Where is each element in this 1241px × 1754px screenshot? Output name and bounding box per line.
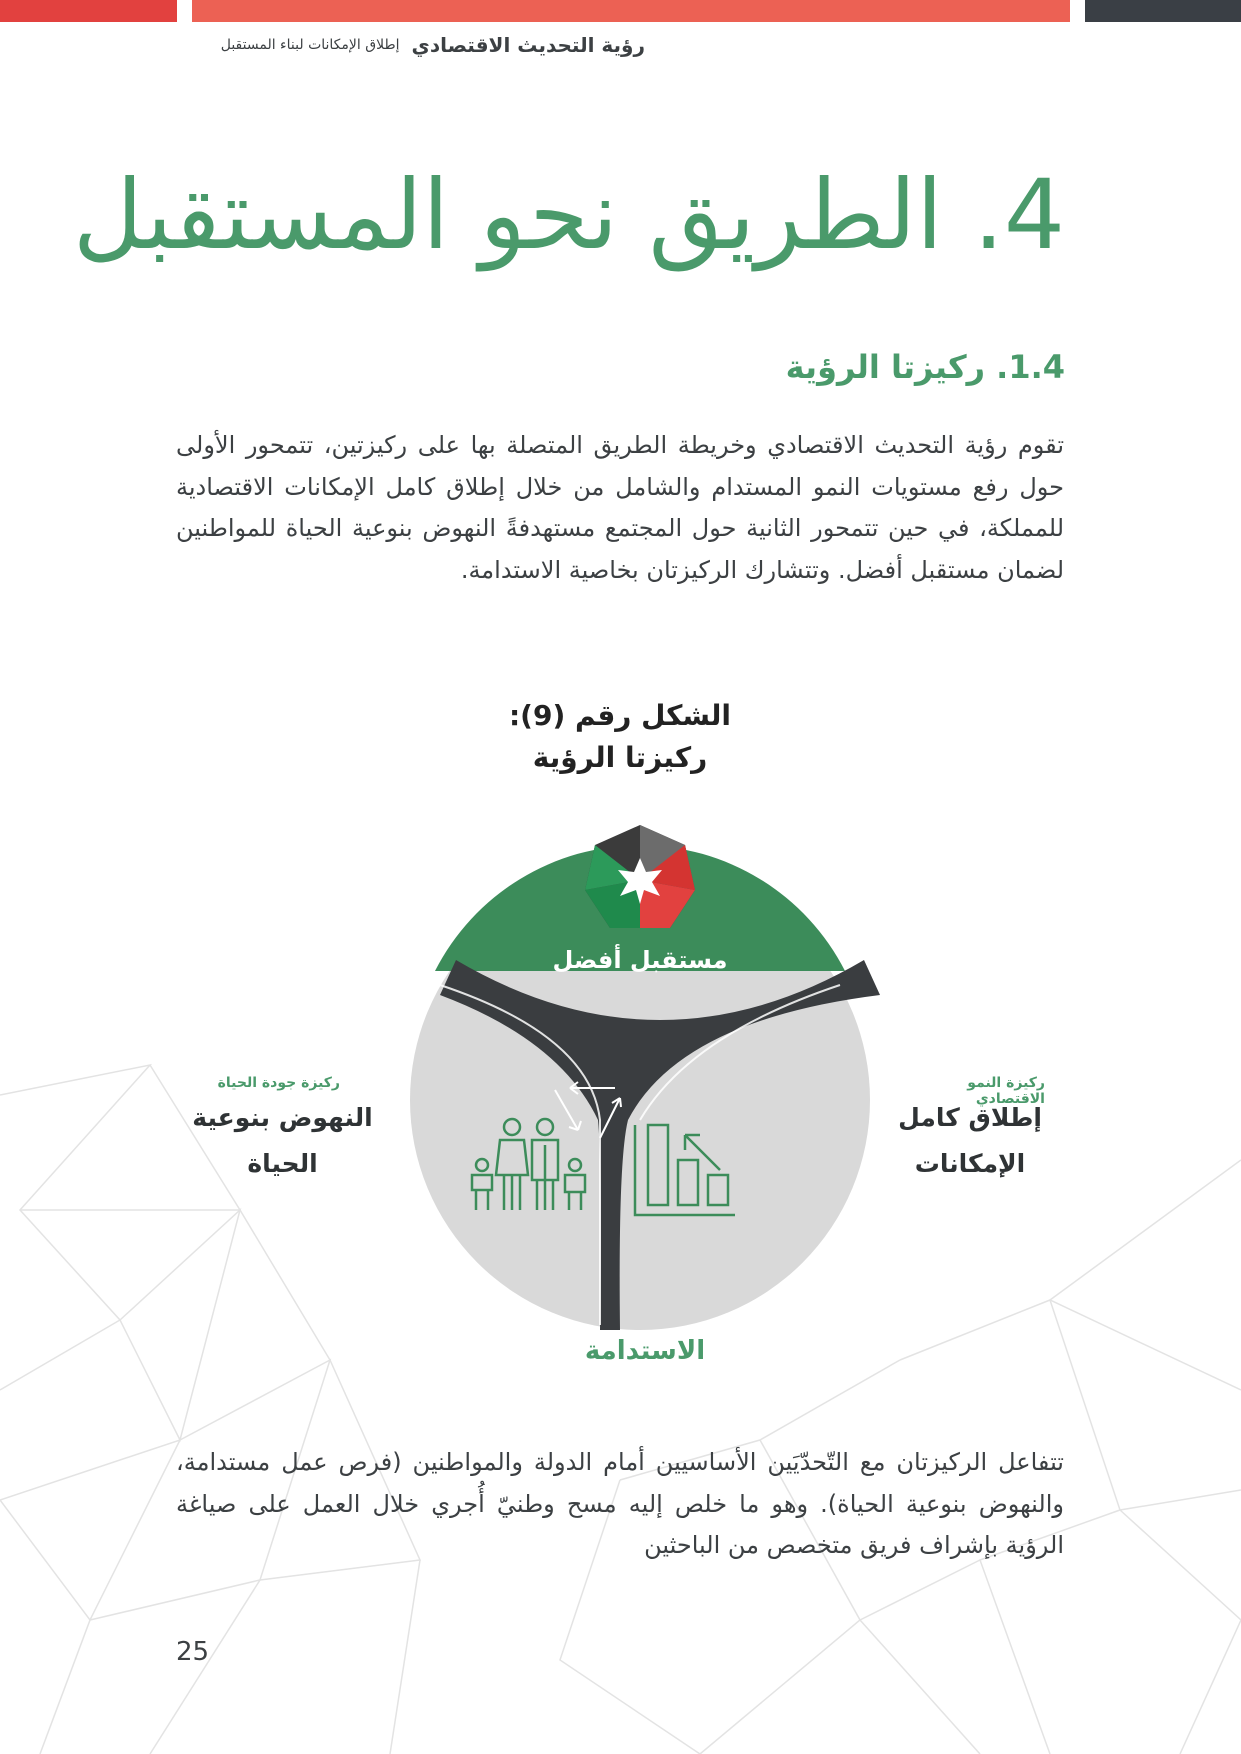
section-title: 1.4. ركيزتا الرؤية bbox=[785, 348, 1065, 386]
closing-paragraph: تتفاعل الركيزتان مع التّحدّيَين الأساسيين أمام الدولة والمواطنين (فرص عمل مستدامة، والنهوض بنوعية الحياة). وهو ما خلص إليه مسح وطنيّ أُجري خلال العمل على صياغة الرؤية بإشراف فريق متخصص من الباحثين bbox=[176, 1448, 1064, 1559]
header-bar-dark bbox=[1085, 0, 1241, 22]
figure-number: الشكل رقم (9): bbox=[508, 699, 732, 732]
pillars-diagram bbox=[400, 820, 880, 1340]
right-pillar-tag: ركيزة النمو الاقتصادي bbox=[967, 1075, 1045, 1107]
figure-title: ركيزتا الرؤية bbox=[532, 741, 708, 774]
intro-paragraph: تقوم رؤية التحديث الاقتصادي وخريطة الطريق المتصلة بها على ركيزتين، تتمحور الأولى حول رفع مستويات النمو المستدام والشامل من خلال إطلاق كامل الإمكانات الاقتصادية للمملكة، في حين تتمحور الثانية حول المجتمع مستهدفةً النهوض بنوعية الحياة للمواطنين لضمان مستقبل أفضل. وتتشارك الركيزتان بخاصية الاستدامة. bbox=[176, 431, 1064, 584]
jordan-star-emblem-icon bbox=[585, 825, 695, 928]
header-title: رؤية التحديث الاقتصادي bbox=[411, 33, 645, 57]
figure-caption bbox=[470, 695, 770, 779]
left-pillar-title: النهوض بنوعية الحياة bbox=[192, 1103, 373, 1178]
page-number: 25 bbox=[176, 1637, 210, 1667]
left-pillar-tag: ركيزة جودة الحياة bbox=[217, 1075, 340, 1091]
right-pillar-title: إطلاق كامل الإمكانات bbox=[898, 1103, 1042, 1178]
header-bar-salmon bbox=[192, 0, 1070, 22]
chapter-title: 4. الطريق نحو المستقبل bbox=[72, 159, 1065, 271]
header-bar-red bbox=[0, 0, 177, 22]
running-header bbox=[195, 30, 645, 60]
top-label: مستقبل أفضل bbox=[552, 946, 728, 974]
header-subtitle: إطلاق الإمكانات لبناء المستقبل bbox=[220, 37, 400, 53]
sustainability-label: الاستدامة bbox=[584, 1336, 706, 1366]
